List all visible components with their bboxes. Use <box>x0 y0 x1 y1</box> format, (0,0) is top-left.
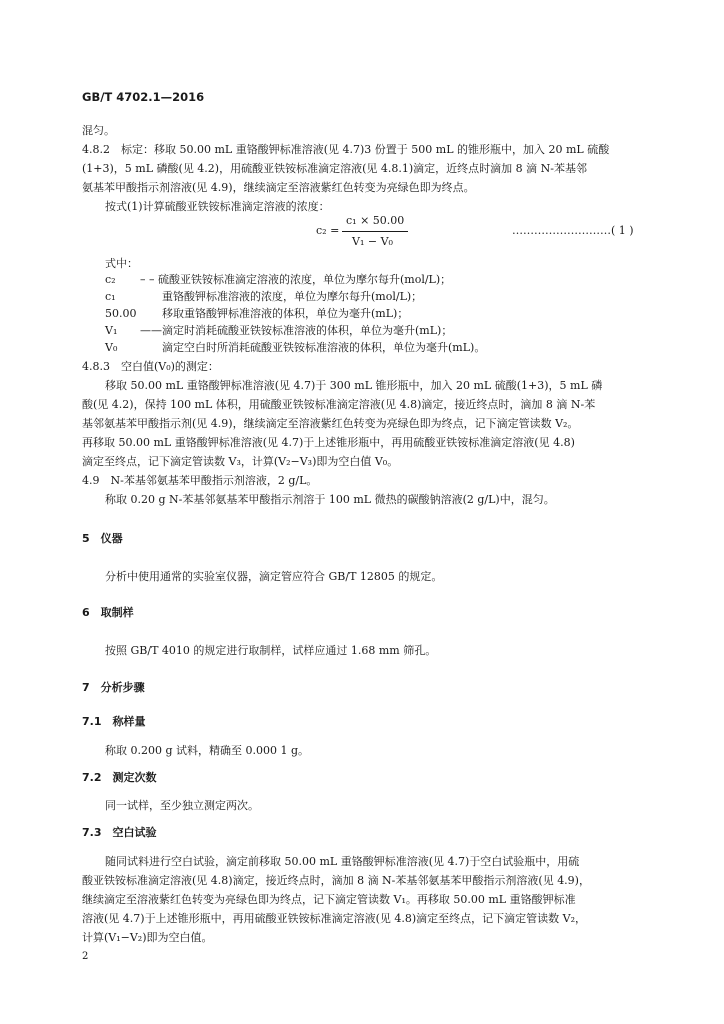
text-line: 混匀。 <box>82 124 115 137</box>
section-5-heading: 5 仪器 <box>82 532 123 545</box>
where-title: 式中： <box>105 257 138 270</box>
formula-lhs: c₂ = <box>316 224 340 237</box>
where-symbol: c₂ <box>105 273 116 286</box>
text-line: 再移取 50.00 mL 重铬酸钾标准溶液(见 4.7)于上述锥形瓶中，再用硫酸亚铁铵标准滴定溶液(见 4.8) <box>82 436 575 449</box>
where-desc: 重铬酸钾标准溶液的浓度，单位为摩尔每升(mol/L)； <box>140 290 423 303</box>
text-line: 移取 50.00 mL 重铬酸钾标准溶液(见 4.7)于 300 mL 锥形瓶中，加入 20 mL 硫酸(1+3)，5 mL 磷 <box>105 379 603 392</box>
text-line: 基邻氨基苯甲酸指示剂(见 4.9)，继续滴定至溶液紫红色转变为亮绿色即为终点，记下滴定管读数 V₂。 <box>82 417 579 430</box>
text-line: 滴定至终点，记下滴定管读数 V₃，计算(V₂−V₃)即为空白值 V₀。 <box>82 455 399 468</box>
text-line: 计算(V₁−V₂)即为空白值。 <box>82 931 213 944</box>
where-desc: – – 硫酸亚铁铵标准滴定溶液的浓度，单位为摩尔每升(mol/L)； <box>140 273 452 286</box>
fraction-bar <box>342 231 408 232</box>
text-line: 随同试料进行空白试验，滴定前移取 50.00 mL 重铬酸钾标准溶液(见 4.7)于空白试验瓶中，用硫 <box>105 855 580 868</box>
section-7-3-heading: 7.3 空白试验 <box>82 826 157 839</box>
section-7-1-heading: 7.1 称样量 <box>82 715 146 728</box>
text-line: 同一试样，至少独立测定两次。 <box>105 799 259 812</box>
text-line: 酸(见 4.2)，保持 100 mL 体积，用硫酸亚铁铵标准滴定溶液(见 4.8)滴定，接近终点时，滴加 8 滴 N-苯 <box>82 398 596 411</box>
text-line: 按式(1)计算硫酸亚铁铵标准滴定溶液的浓度： <box>105 200 330 213</box>
where-desc: ——滴定时消耗硫酸亚铁铵标准溶液的体积，单位为毫升(mL)； <box>140 324 453 337</box>
text-line: 按照 GB/T 4010 的规定进行取制样，试样应通过 1.68 mm 筛孔。 <box>105 644 437 657</box>
where-symbol: c₁ <box>105 290 116 303</box>
text-line: 称取 0.200 g 试料，精确至 0.000 1 g。 <box>105 744 310 757</box>
section-7-2-heading: 7.2 测定次数 <box>82 771 157 784</box>
where-symbol: V₁ <box>105 324 118 337</box>
section-7-heading: 7 分析步骤 <box>82 681 145 694</box>
where-desc: 滴定空白时所消耗硫酸亚铁铵标准溶液的体积，单位为毫升(mL)。 <box>140 341 486 354</box>
text-line: 称取 0.20 g N-苯基邻氨基苯甲酸指示剂溶于 100 mL 微热的碳酸钠溶液(2 g/L)中，混匀。 <box>105 493 555 506</box>
clause-4-8-3-title: 4.8.3 空白值(V₀)的测定： <box>82 360 219 373</box>
equation-number: ………………………( 1 ) <box>512 224 634 237</box>
where-desc: 移取重铬酸钾标准溶液的体积，单位为毫升(mL)； <box>140 307 409 320</box>
text-line: 继续滴定至溶液紫红色转变为亮绿色即为终点，记下滴定管读数 V₁。再移取 50.00 mL 重铬酸钾标准 <box>82 893 576 906</box>
text-line: 分析中使用通常的实验室仪器，滴定管应符合 GB/T 12805 的规定。 <box>105 570 443 583</box>
text-line: 溶液(见 4.7)于上述锥形瓶中，再用硫酸亚铁铵标准滴定溶液(见 4.8)滴定至终点，记下滴定管读数 V₂， <box>82 912 586 925</box>
page-number: 2 <box>82 951 89 962</box>
text-line: (1+3)，5 mL 磷酸(见 4.2)，用硫酸亚铁铵标准滴定溶液(见 4.8.1)滴定，近终点时滴加 8 滴 N-苯基邻 <box>82 162 587 175</box>
where-symbol: V₀ <box>105 341 118 354</box>
standard-number: GB/T 4702.1—2016 <box>82 90 205 104</box>
clause-4-9-title: 4.9 N-苯基邻氨基苯甲酸指示剂溶液，2 g/L。 <box>82 474 318 487</box>
formula-denominator: V₁ − V₀ <box>352 235 393 248</box>
where-symbol: 50.00 <box>105 307 137 320</box>
section-6-heading: 6 取制样 <box>82 606 134 619</box>
formula-numerator: c₁ × 50.00 <box>346 214 405 227</box>
clause-4-8-2: 4.8.2 标定：移取 50.00 mL 重铬酸钾标准溶液(见 4.7)3 份置于 500 mL 的锥形瓶中，加入 20 mL 硫酸 <box>82 143 610 156</box>
text-line: 酸亚铁铵标准滴定溶液(见 4.8)滴定，接近终点时，滴加 8 滴 N-苯基邻氨基苯甲酸指示剂溶液(见 4.9)， <box>82 874 590 887</box>
text-line: 氨基苯甲酸指示剂溶液(见 4.9)，继续滴定至溶液紫红色转变为亮绿色即为终点。 <box>82 181 475 194</box>
